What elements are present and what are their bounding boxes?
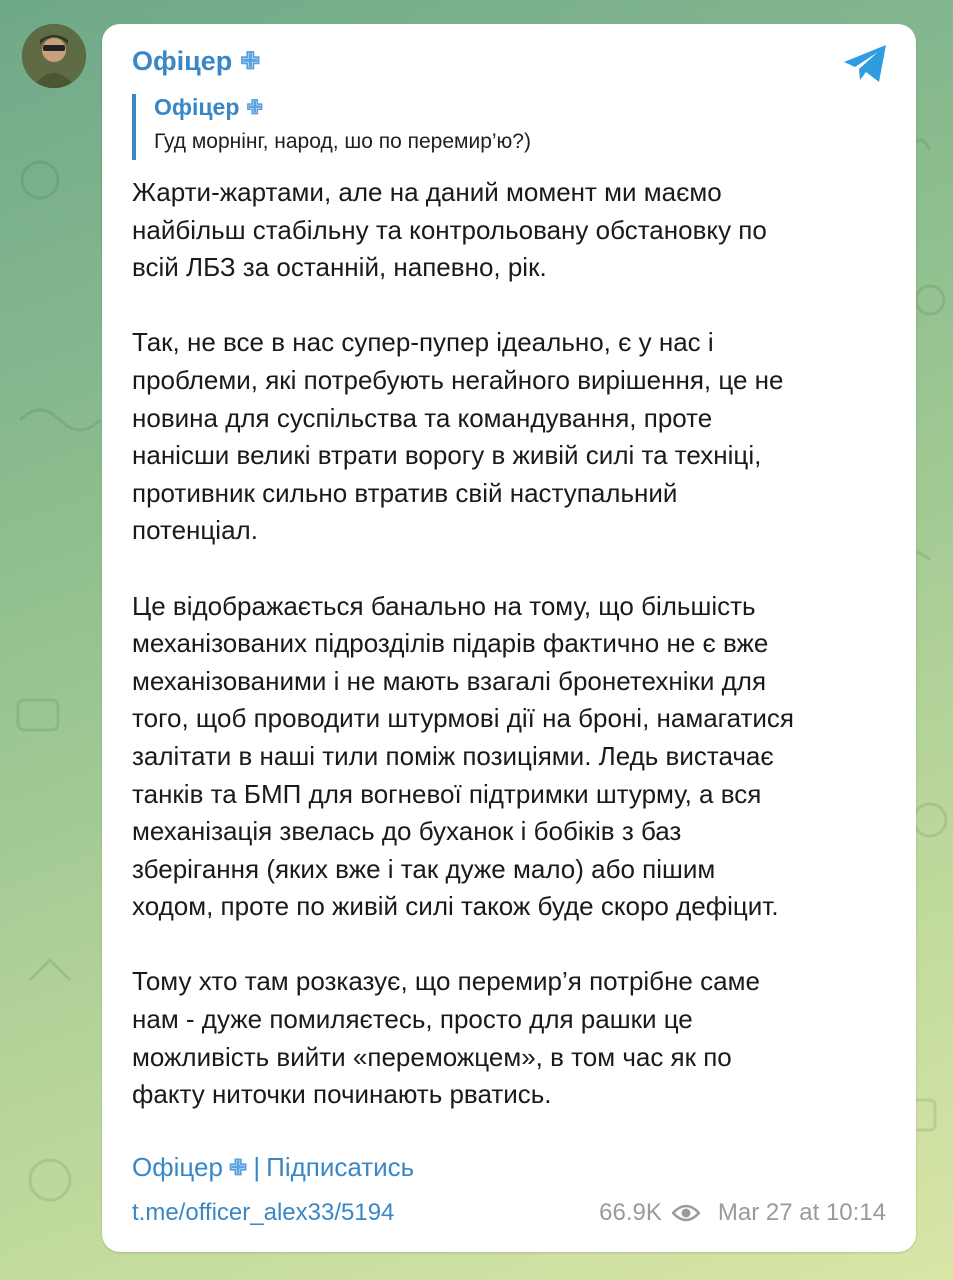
quote-text: Гуд морнінг, народ, шо по перемир’ю?) (154, 130, 531, 153)
view-count: 66.9K (599, 1199, 662, 1226)
message-date: Mar 27 at 10:14 (717, 1199, 886, 1226)
signature (132, 1152, 414, 1183)
message-paragraph: Тому хто там розказує, що перемир’я потрібне саме нам - дуже помиляєтесь, просто для рашки це можливість вийти «переможцем», в том час як по факту ниточки починають рватись. (132, 966, 760, 1110)
signature-channel-link[interactable]: Офіцер (132, 1152, 223, 1182)
quote-author (154, 94, 872, 121)
message-paragraph: Це відображається банально на тому, що більшість механізованих підрозділів підарів фактично не є вже механізованими і не мають взагалі бронетехніки для того, щоб проводити штурмові дії на броні, намагатися залітати в наші тили поміж позиціями. Ледь вистачає танків та БМП для вогневої підтримки штурму, а вся механізація звелась до буханок і бобіків з баз зберігання (яких вже і так дуже мало) або пішим ходом, проте по живій силі також буде скоро дефіцит. (132, 590, 794, 922)
cross-badge-icon: ✙ (228, 1154, 248, 1180)
eye-icon (672, 1203, 700, 1223)
subscribe-link[interactable]: Підписатись (266, 1152, 415, 1182)
message-meta (599, 1199, 886, 1227)
quote-author-label: Офіцер (154, 94, 240, 120)
reply-quote[interactable] (132, 94, 872, 160)
message-footer (132, 1198, 886, 1228)
channel-name[interactable] (132, 46, 260, 77)
message-paragraph: Так, не все в нас супер-пупер ідеально, є у нас і проблеми, які потребують негайного вирішення, це не новина для суспільства та командування, проте нанісши великі втрати ворогу в живій силі та техніці, противник сильно втратив свій наступальний потенціал. (132, 327, 784, 546)
signature-separator: | (253, 1152, 261, 1182)
cross-badge-icon: ✙ (240, 48, 261, 75)
message-paragraph: Жарти-жартами, але на даний момент ми маємо найбільш стабільну та контрольовану обстановку по всій ЛБЗ за останній, напевно, рік. (132, 177, 767, 283)
avatar[interactable] (22, 24, 86, 88)
share-icon[interactable] (842, 42, 890, 86)
post-link[interactable]: t.me/officer_alex33/5194 (132, 1199, 395, 1226)
message-bubble (102, 24, 916, 1252)
message-text (132, 174, 892, 1151)
channel-name-label[interactable]: Офіцер (132, 46, 233, 76)
cross-badge-icon: ✙ (246, 97, 264, 119)
